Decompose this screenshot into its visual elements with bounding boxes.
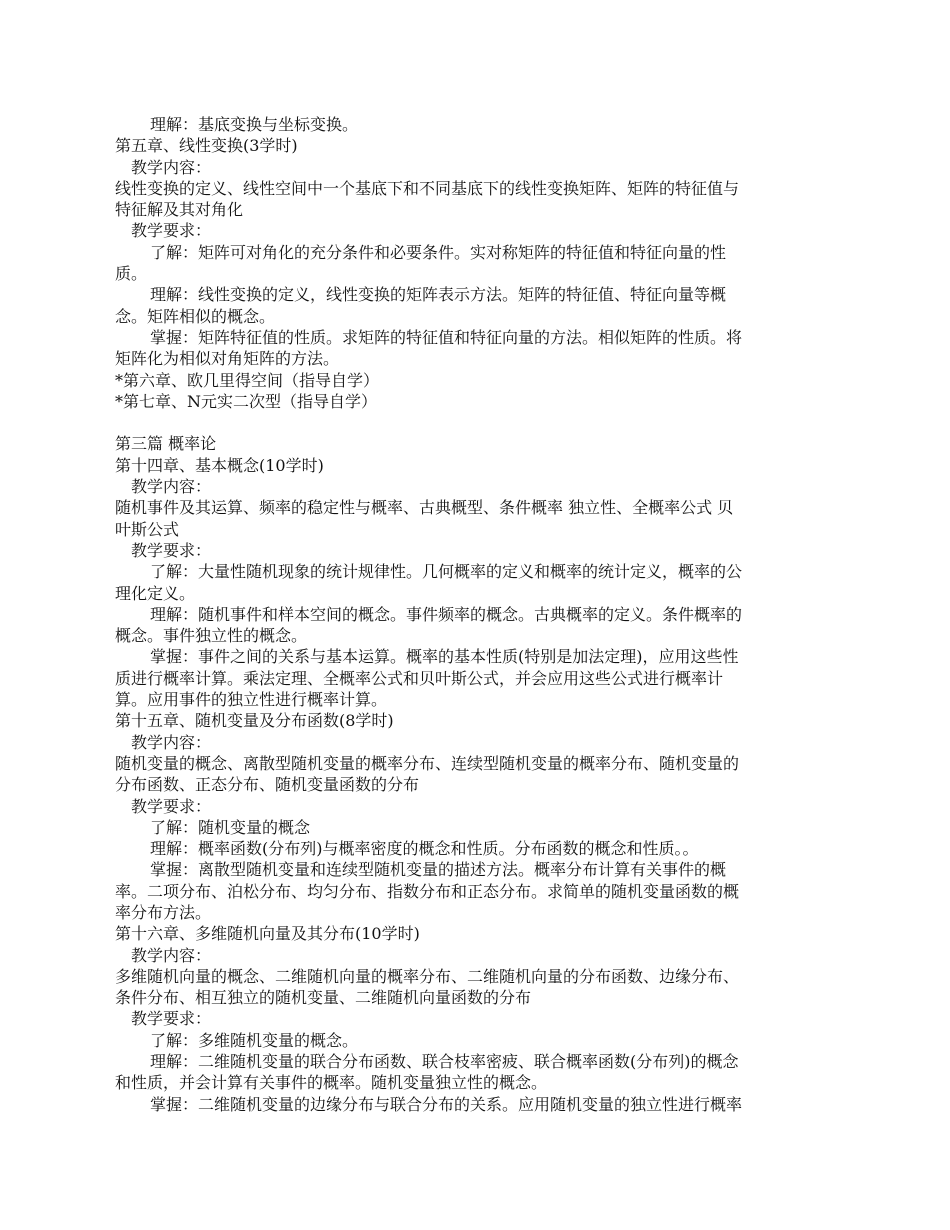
text-line: 掌握：二维随机变量的边缘分布与联合分布的关系。应用随机变量的独立性进行概率 — [150, 1094, 743, 1114]
text-line: *第六章、欧几里得空间（指导自学） — [115, 370, 380, 390]
text-line: 教学内容： — [131, 157, 212, 177]
text-line: 念。矩阵相似的概念。 — [115, 306, 276, 326]
text-line: 概念。事件独立性的概念。 — [115, 626, 308, 646]
text-line: 了解：多维随机变量的概念。 — [150, 1030, 359, 1050]
text-line: 第五章、线性变换(3学时) — [115, 136, 298, 156]
blank-line — [115, 412, 845, 433]
text-line: 理解：线性变换的定义，线性变换的矩阵表示方法。矩阵的特征值、特征向量等概 — [150, 285, 727, 305]
text-line: 随机变量的概念、离散型随机变量的概率分布、连续型随机变量的概率分布、随机变量的 — [115, 753, 740, 773]
text-line: 教学要求： — [131, 796, 212, 816]
text-line: 第十五章、随机变量及分布函数(8学时) — [115, 711, 394, 731]
text-line: 质。 — [115, 264, 148, 284]
text-line: 教学内容： — [131, 732, 212, 752]
text-line: 率分布方法。 — [115, 902, 212, 922]
text-line: 第十四章、基本概念(10学时) — [115, 455, 324, 475]
text-line: 线性变换的定义、线性空间中一个基底下和不同基底下的线性变换矩阵、矩阵的特征值与 — [115, 178, 740, 198]
text-line: 随机事件及其运算、频率的稳定性与概率、古典概型、条件概率 独立性、全概率公式 贝 — [115, 498, 734, 518]
text-line: 了解：大量性随机现象的统计规律性。几何概率的定义和概率的统计定义，概率的公 — [150, 562, 743, 582]
text-line: 掌握：事件之间的关系与基本运算。概率的基本性质(特别是加法定理)，应用这些性 — [150, 647, 739, 667]
text-line: 理化定义。 — [115, 583, 196, 603]
text-line: 和性质，并会计算有关事件的概率。随机变量独立性的概念。 — [115, 1073, 548, 1093]
text-line: 掌握：离散型随机变量和连续型随机变量的描述方法。概率分布计算有关事件的概 — [150, 860, 727, 880]
text-line: 理解：二维随机变量的联合分布函数、联合枝率密疲、联合概率函数(分布列)的概念 — [150, 1052, 739, 1072]
text-line: 教学要求： — [131, 540, 212, 560]
document-body — [115, 114, 845, 1115]
text-line: 教学内容： — [131, 477, 212, 497]
text-line: 率。二项分布、泊松分布、均匀分布、指数分布和正态分布。求简单的随机变量函数的概 — [115, 881, 740, 901]
text-line: 了解：随机变量的概念 — [150, 817, 311, 837]
text-line: 掌握：矩阵特征值的性质。求矩阵的特征值和特征向量的方法。相似矩阵的性质。将 — [150, 327, 743, 347]
text-line: 算。应用事件的独立性进行概率计算。 — [115, 690, 388, 710]
text-line: 教学要求： — [131, 1009, 212, 1029]
text-line: 第十六章、多维随机向量及其分布(10学时) — [115, 924, 420, 944]
text-line: 教学内容： — [131, 945, 212, 965]
text-line: 特征解及其对角化 — [115, 200, 244, 220]
text-line: 条件分布、相互独立的随机变量、二维随机向量函数的分布 — [115, 988, 532, 1008]
text-line: 理解：概率函数(分布列)与概率密度的概念和性质。分布函数的概念和性质。。 — [150, 839, 699, 859]
text-line: 教学要求： — [131, 221, 212, 241]
text-line: *第七章、N元实二次型（指导自学） — [115, 391, 378, 411]
text-line: 矩阵化为相似对角矩阵的方法。 — [115, 349, 340, 369]
text-line: 分布函数、正态分布、随机变量函数的分布 — [115, 775, 420, 795]
text-line: 理解：基底变换与坐标变换。 — [150, 115, 359, 134]
text-line: 叶斯公式 — [115, 519, 180, 539]
text-line: 第三篇 概率论 — [115, 434, 217, 454]
text-line: 了解：矩阵可对角化的充分条件和必要条件。实对称矩阵的特征值和特征向量的性 — [150, 242, 727, 262]
text-line: 理解：随机事件和样本空间的概念。事件频率的概念。古典概率的定义。条件概率的 — [150, 604, 743, 624]
text-line: 多维随机向量的概念、二维随机向量的概率分布、二维随机向量的分布函数、边缘分布、 — [115, 966, 740, 986]
text-line: 质进行概率计算。乘法定理、全概率公式和贝叶斯公式，并会应用这些公式进行概率计 — [115, 668, 724, 688]
